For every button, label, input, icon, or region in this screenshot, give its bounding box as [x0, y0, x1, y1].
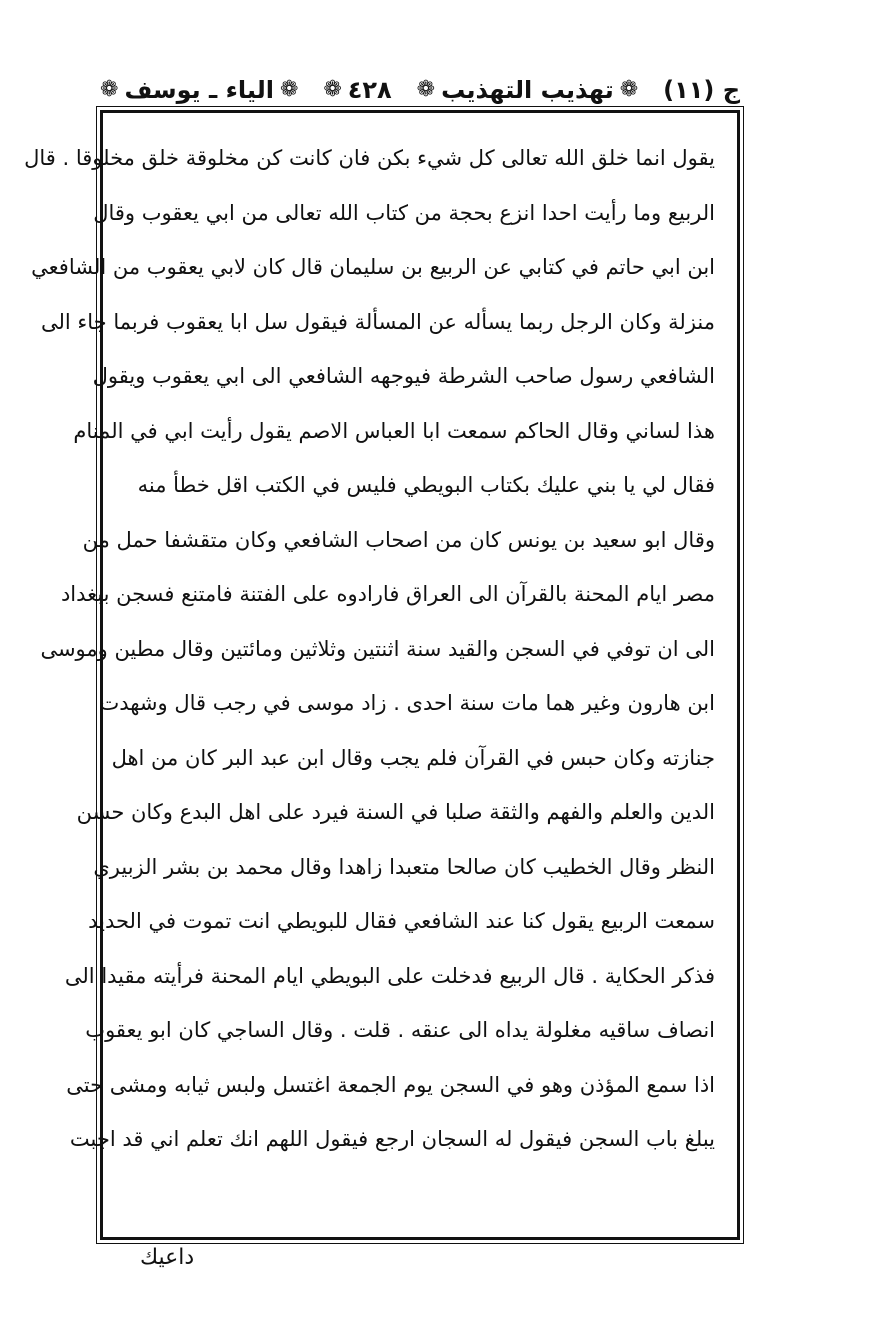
header-page-segment — [323, 76, 391, 104]
text-line: جنازته وكان حبس في القرآن فلم يجب وقال ابن عبد البر كان من اهل — [111, 745, 715, 770]
page-header — [100, 70, 740, 110]
text-line: فذكر الحكاية . قال الربيع فدخلت على البويطي ايام المحنة فرأيته مقيدا الى — [64, 963, 715, 988]
text-line: انصاف ساقيه مغلولة يداه الى عنقه . قلت . وقال الساجي كان ابو يعقوب — [85, 1018, 715, 1042]
text-frame — [24, 110, 740, 1240]
header-chapter-segment — [100, 76, 298, 104]
header-title-segment — [417, 76, 639, 104]
catchword: داعيك — [140, 1245, 195, 1270]
text-line: اذا سمع المؤذن وهو في السجن يوم الجمعة اغتسل ولبس ثيابه ومشى حتى — [66, 1072, 715, 1097]
text-line: هذا لساني وقال الحاكم سمعت ابا العباس الاصم يقول رأيت ابي في المنام — [73, 418, 715, 443]
text-line: منزلة وكان الرجل ربما يسأله عن المسألة فيقول سل ابا يعقوب فربما جاء الى — [40, 309, 715, 334]
header-volume: ج (١١) — [663, 76, 740, 104]
ornament-icon: ❁ — [100, 77, 119, 102]
text-line: الدين والعلم والفهم والثقة صلبا في السنة فيرد على اهل البدع وكان حسن — [76, 800, 715, 824]
text-line: الشافعي رسول صاحب الشرطة فيوجهه الشافعي الى ابي يعقوب ويقول — [92, 364, 715, 388]
header-chapter: الياء ـ يوسف — [124, 76, 274, 104]
header-volume-segment — [663, 76, 740, 104]
text-line: يقول انما خلق الله تعالى كل شيء بكن فان كانت كن مخلوقة خلق مخلوقا . قال — [24, 146, 715, 170]
ornament-icon: ❁ — [416, 77, 436, 102]
text-line: النظر وقال الخطيب كان صالحا متعبدا زاهدا وقال محمد بن بشر الزبيري — [93, 854, 715, 879]
text-line: ابن هارون وغير هما مات سنة احدى . زاد موسى في رجب قال وشهدت — [99, 691, 715, 715]
body-text — [24, 131, 715, 1167]
text-line: وقال ابو سعيد بن يونس كان من اصحاب الشافعي وكان متقشفا حمل من — [82, 527, 715, 552]
text-line: فقال لي يا بني عليك بكتاب البويطي فليس في الكتب اقل خطأ منه — [137, 473, 715, 497]
text-line: الربيع وما رأيت احدا انزع بحجة من كتاب الله تعالى من ابي يعقوب وقال — [93, 200, 715, 225]
ornament-icon: ❁ — [279, 77, 299, 102]
text-line: سمعت الربيع يقول كنا عند الشافعي فقال للبويطي انت تموت في الحديد — [88, 909, 715, 933]
text-line: ابن ابي حاتم في كتابي عن الربيع بن سليمان قال كان لابي يعقوب من الشافعي — [31, 255, 715, 279]
header-book-title: تهذيب التهذيب — [441, 76, 614, 104]
ornament-icon: ❁ — [323, 77, 342, 102]
text-line: يبلغ باب السجن فيقول له السجان ارجع فيقول اللهم انك تعلم اني قد اجبت — [69, 1127, 715, 1151]
header-page-number: ٤٢٨ — [347, 76, 392, 104]
ornament-icon: ❁ — [619, 77, 639, 102]
text-line: مصر ايام المحنة بالقرآن الى العراق فارادوه على الفتنة فامتنع فسجن ببغداد — [60, 582, 715, 606]
text-line: الى ان توفي في السجن والقيد سنة اثنتين وثلاثين ومائتين وقال مطين وموسى — [40, 636, 715, 661]
